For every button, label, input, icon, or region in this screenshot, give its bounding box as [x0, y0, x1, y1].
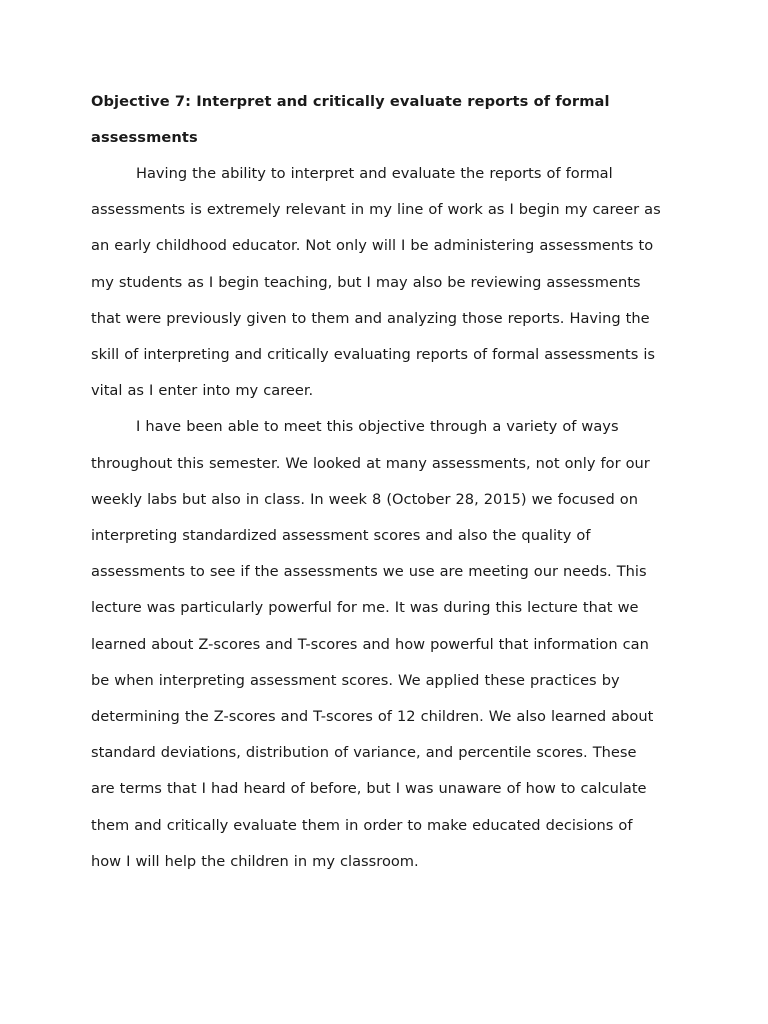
- paragraph-line: skill of interpreting and critically evaluating reports of formal assessments is: [91, 346, 656, 364]
- paragraph-line: throughout this semester. We looked at many assessments, not only for our: [91, 454, 650, 472]
- paragraph-line: weekly labs but also in class. In week 8 (October 28, 2015) we focused on: [91, 490, 638, 508]
- paragraph-line: vital as I enter into my career.: [91, 382, 314, 400]
- paragraph-line: assessments to see if the assessments we use are meeting our needs. This: [91, 563, 647, 581]
- paragraph-line: interpreting standardized assessment scores and also the quality of: [91, 527, 591, 545]
- body-paragraph: [91, 156, 691, 409]
- body-paragraph: [91, 409, 691, 880]
- paragraph-line: Having the ability to interpret and evaluate the reports of formal: [136, 165, 613, 182]
- document-heading: [91, 84, 691, 156]
- paragraph-line: that were previously given to them and analyzing those reports. Having the: [91, 309, 650, 327]
- paragraph-line: an early childhood educator. Not only will I be administering assessments to: [91, 237, 654, 255]
- paragraph-line: are terms that I had heard of before, but I was unaware of how to calculate: [91, 780, 647, 798]
- heading-line: assessments: [91, 129, 198, 146]
- paragraph-line: them and critically evaluate them in order to make educated decisions of: [91, 816, 633, 834]
- paragraph-line: how I will help the children in my classroom.: [91, 852, 419, 870]
- paragraph-line: I have been able to meet this objective through a variety of ways: [136, 418, 619, 436]
- paragraph-line: determining the Z-scores and T-scores of 12 children. We also learned about: [91, 708, 654, 726]
- paragraph-line: my students as I begin teaching, but I may also be reviewing assessments: [91, 273, 641, 291]
- paragraph-line: be when interpreting assessment scores. We applied these practices by: [91, 671, 620, 689]
- document-page: [91, 84, 691, 880]
- paragraph-line: learned about Z-scores and T-scores and how powerful that information can: [91, 635, 649, 653]
- paragraph-line: standard deviations, distribution of variance, and percentile scores. These: [91, 744, 637, 762]
- heading-line: Objective 7: Interpret and critically evaluate reports of formal: [91, 93, 610, 110]
- paragraph-line: assessments is extremely relevant in my line of work as I begin my career as: [91, 201, 661, 219]
- paragraph-line: lecture was particularly powerful for me. It was during this lecture that we: [91, 599, 639, 617]
